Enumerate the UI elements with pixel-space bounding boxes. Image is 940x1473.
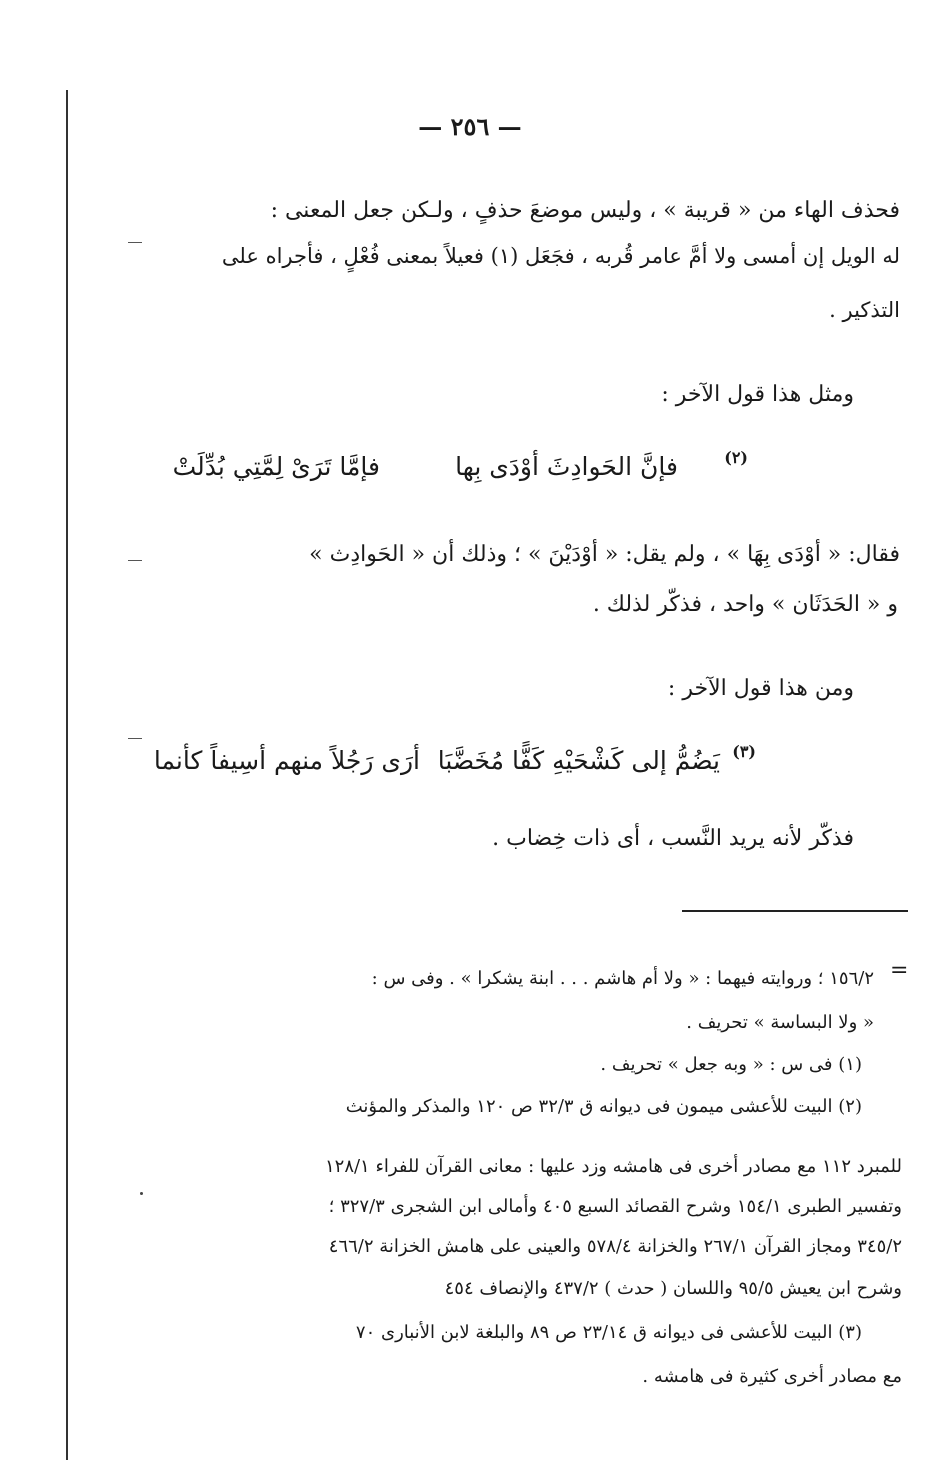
verse-intro: ومن هذا قول الآخر : bbox=[667, 676, 854, 701]
margin-tick bbox=[128, 560, 142, 561]
footnote-2-line: وشرح ابن يعيش ٩٥/٥ واللسان ( حدث ) ٤٣٧/٢ والإنصاف ٤٥٤ bbox=[444, 1278, 902, 1299]
page-number: — ٢٥٦ — bbox=[418, 112, 522, 141]
body-line: فقال: « أوْدَى بِهَا » ، ولم يقل: « أوْدَيْنَ » ؛ وذلك أن « الحَوادِث » bbox=[309, 542, 900, 567]
margin-tick bbox=[128, 738, 142, 739]
verse-hemistich-second: فإنَّ الحَوادِثَ أوْدَى بِها bbox=[455, 452, 678, 481]
verse-hemistich-first: أرَى رَجُلاً منهم أسِيفاً كأنما bbox=[153, 746, 420, 775]
footnote-ref: (٣) bbox=[732, 742, 756, 761]
footnote-1: (١) فى س : « وبه جعل » تحريف . bbox=[600, 1054, 862, 1075]
body-line: و « الحَدَثَان » واحد ، فذكّر لذلك . bbox=[592, 592, 898, 617]
footnote-3-line: (٣) البيت للأعشى فى ديوانه ق ٢٣/١٤ ص ٨٩ والبلغة لابن الأنبارى ٧٠ bbox=[355, 1322, 862, 1343]
scan-speck bbox=[140, 1192, 143, 1195]
footnote-2-line: ٣٤٥/٢ ومجاز القرآن ٢٦٧/١ والخزانة ٥٧٨/٤ والعينى على هامش الخزانة ٤٦٦/٢ bbox=[328, 1236, 902, 1257]
body-line: فحذف الهاء من « قريبة » ، وليس موضعَ حذفٍ ، ولـكن جعل المعنى : bbox=[270, 198, 900, 223]
margin-tick bbox=[128, 242, 142, 243]
footnote-ref: (٢) bbox=[724, 448, 748, 467]
body-line: التذكير . bbox=[829, 298, 900, 322]
footnote-2-line: (٢) البيت للأعشى ميمون فى ديوانه ق ٣٢/٣ ص ١٢٠ والمذكر والمؤنث bbox=[345, 1096, 862, 1117]
footnote-line: ١٥٦/٢ ؛ وروايته فيهما : « ولا أم هاشم . . . ابنة يشكرا » . وفى س : bbox=[371, 968, 874, 989]
page-edge-line bbox=[66, 90, 68, 1460]
footnote-3-line: مع مصادر أخرى كثيرة فى هامشه . bbox=[642, 1366, 902, 1387]
body-line: له الويل إن أمسى ولا أمَّ عامر قُربه ، فجَعَل (١) فعيلاً بمعنى فُعْلٍ ، فأجراه على bbox=[221, 244, 900, 268]
verse-hemistich-second: يَضُمُّ إلى كَشْحَيْهِ كَفًّا مُخَضَّبَا bbox=[437, 746, 720, 775]
footnote-2-line: وتفسير الطبرى ١٥٤/١ وشرح القصائد السبع ٤٠٥ وأمالى ابن الشجرى ٣٢٧/٣ ؛ bbox=[328, 1196, 902, 1217]
verse-intro: ومثل هذا قول الآخر : bbox=[661, 382, 854, 407]
verse-hemistich-first: فإمَّا تَرَىْ لِمَّتِي بُدِّلَتْ bbox=[172, 452, 380, 481]
footnote-2-line: للمبرد ١١٢ مع مصادر أخرى فى هامشه وزد عليها : معانى القرآن للفراء ١٢٨/١ bbox=[324, 1156, 902, 1177]
body-line: فذكّر لأنه يريد النَّسب ، أى ذات خِضاب . bbox=[492, 826, 854, 851]
continuation-mark: = bbox=[890, 958, 909, 983]
footnote-separator bbox=[682, 910, 908, 912]
footnote-line: « ولا البساسة » تحريف . bbox=[686, 1012, 874, 1033]
